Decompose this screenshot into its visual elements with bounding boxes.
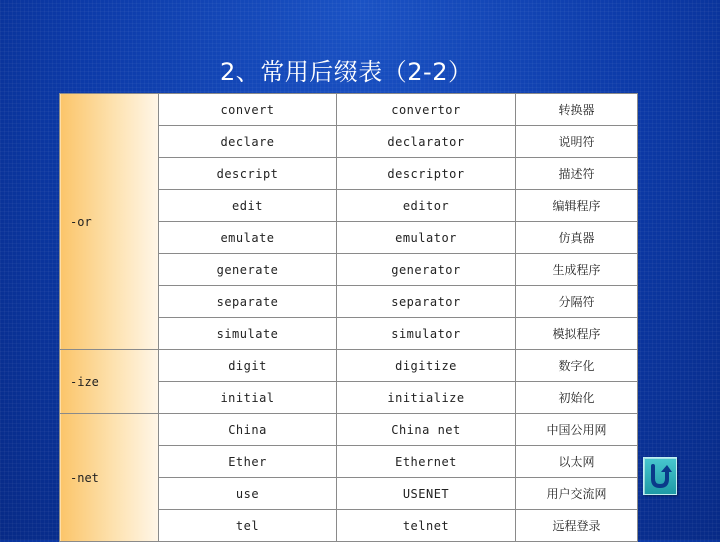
- suffix-label: -ize: [60, 350, 159, 414]
- derived-word: USENET: [337, 478, 516, 510]
- base-word: descript: [159, 158, 337, 190]
- derived-word: simulator: [337, 318, 516, 350]
- return-button[interactable]: [643, 457, 677, 495]
- u-turn-return-icon: [648, 463, 672, 489]
- suffix-table: [59, 93, 638, 542]
- derived-word: declarator: [337, 126, 516, 158]
- base-word: Ether: [159, 446, 337, 478]
- chinese-meaning: 编辑程序: [516, 190, 638, 222]
- chinese-meaning: 用户交流网: [516, 478, 638, 510]
- derived-word: emulator: [337, 222, 516, 254]
- derived-word: descriptor: [337, 158, 516, 190]
- table-body: [60, 94, 638, 542]
- chinese-meaning: 仿真器: [516, 222, 638, 254]
- chinese-meaning: 说明符: [516, 126, 638, 158]
- chinese-meaning: 生成程序: [516, 254, 638, 286]
- base-word: initial: [159, 382, 337, 414]
- base-word: China: [159, 414, 337, 446]
- chinese-meaning: 中国公用网: [516, 414, 638, 446]
- table-row: [60, 350, 638, 382]
- derived-word: generator: [337, 254, 516, 286]
- base-word: convert: [159, 94, 337, 126]
- derived-word: editor: [337, 190, 516, 222]
- chinese-meaning: 以太网: [516, 446, 638, 478]
- derived-word: initialize: [337, 382, 516, 414]
- chinese-meaning: 初始化: [516, 382, 638, 414]
- base-word: edit: [159, 190, 337, 222]
- chinese-meaning: 模拟程序: [516, 318, 638, 350]
- base-word: emulate: [159, 222, 337, 254]
- base-word: generate: [159, 254, 337, 286]
- derived-word: Ethernet: [337, 446, 516, 478]
- table-row: [60, 414, 638, 446]
- derived-word: telnet: [337, 510, 516, 542]
- derived-word: China net: [337, 414, 516, 446]
- derived-word: convertor: [337, 94, 516, 126]
- base-word: use: [159, 478, 337, 510]
- chinese-meaning: 分隔符: [516, 286, 638, 318]
- base-word: tel: [159, 510, 337, 542]
- chinese-meaning: 描述符: [516, 158, 638, 190]
- base-word: separate: [159, 286, 337, 318]
- page-title: 2、常用后缀表（2-2）: [220, 58, 473, 86]
- table-row: [60, 94, 638, 126]
- base-word: digit: [159, 350, 337, 382]
- derived-word: separator: [337, 286, 516, 318]
- chinese-meaning: 转换器: [516, 94, 638, 126]
- base-word: simulate: [159, 318, 337, 350]
- derived-word: digitize: [337, 350, 516, 382]
- chinese-meaning: 数字化: [516, 350, 638, 382]
- suffix-label: -net: [60, 414, 159, 542]
- chinese-meaning: 远程登录: [516, 510, 638, 542]
- base-word: declare: [159, 126, 337, 158]
- suffix-label: -or: [60, 94, 159, 350]
